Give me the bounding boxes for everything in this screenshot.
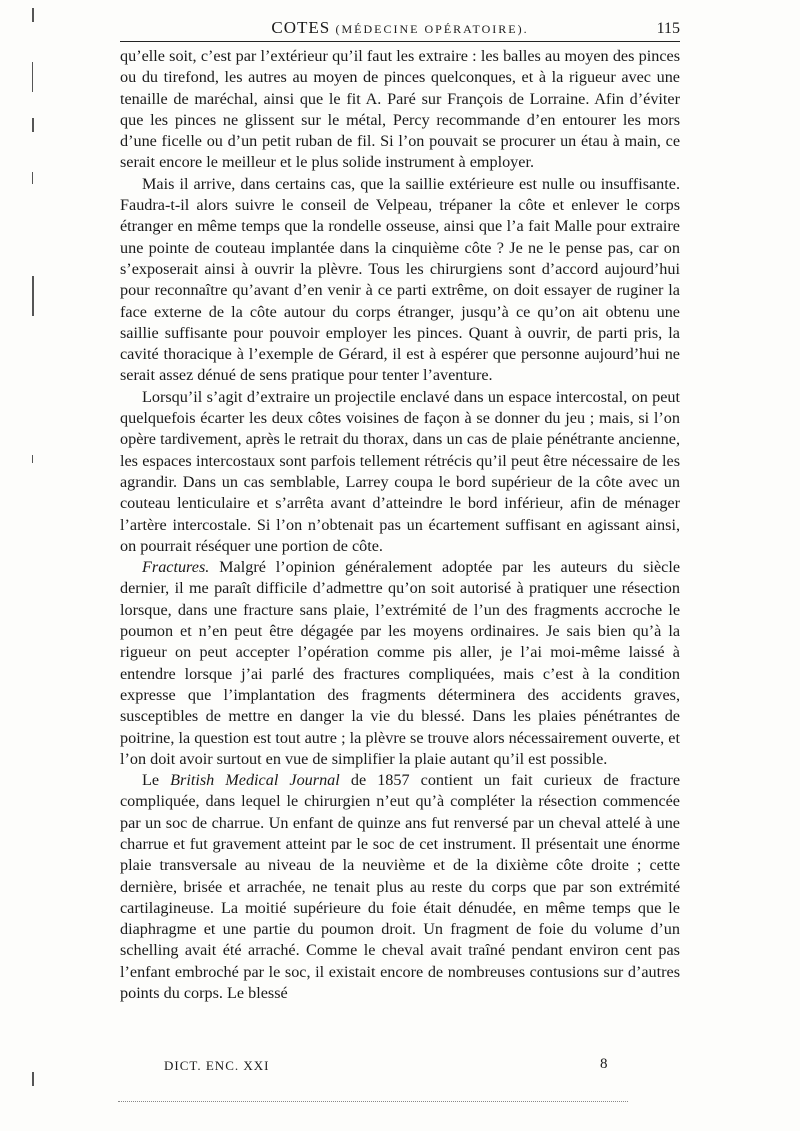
running-head [120, 18, 680, 38]
paragraph-british-journal [120, 770, 680, 1004]
journal-title: British Medical Journal [170, 771, 340, 790]
margin-mark [32, 172, 33, 184]
paragraph-fractures [120, 557, 680, 770]
margin-mark [32, 455, 33, 463]
paragraph-text: Mais il arrive, dans certains cas, que la saillie extérieure est nulle ou insuffisante. Faudra-t-il alors suivre le conseil de Velpeau, trépaner la côte et enlever le corps étranger en même temps que la rondelle osseuse, ainsi que l’a fait Malle pour extraire une pointe de couteau implantée dans la cinquième côte ? Je ne le pense pas, car on s’exposerait ainsi à ouvrir la plèvre. Tous les chirurgiens sont d’accord aujourd’hui pour reconnaître qu’avant d’en venir à ce parti extrême, on doit essayer de ruginer la face externe de la côte autour du corps étranger, jusqu’à ce qu’on ait obtenu une saillie suffisante pour pouvoir employer les pinces. Quant à ouvrir, de parti pris, la cavité thoracique à l’exemple de Gérard, il est à espérer que personne aujourd’hui ne serait assez dénué de sens pratique pour tenter l’aventure. [120, 174, 680, 385]
running-header [120, 18, 680, 42]
signature-number: 8 [600, 1056, 608, 1072]
page-number: 115 [656, 20, 680, 37]
paragraph-text: de 1857 contient un fait curieux de fracture compliquée, dans lequel le chirurgien n’eut qu’à compléter la résection commencée par un soc de charrue. Un enfant de quinze ans fut renversé par un cheval attelé à une charrue et fut gravement atteint par le soc de cet instrument. Il présentait une énorme plaie transversale au niveau de la neuvième et de la dixième côte droite ; cette dernière, brisée et arrachée, ne tenait plus au reste du corps que par son extrémité cartilagineuse. La moitié supérieure du foie était dénudée, en même temps que le diaphragme et une partie du poumon droit. Un fragment de foie du volume d’un schelling avait été arraché. Comme le cheval avait traîné pendant environ cent pas l’enfant embroché par le soc, il existait encore de nombreuses contusions sur d’autres points du corps. Le blessé [120, 771, 681, 1003]
section-heading: Fractures. [142, 558, 210, 577]
footer [120, 1056, 680, 1078]
running-head-subtitle: (MÉDECINE OPÉRATOIRE). [335, 22, 529, 36]
paragraph-text: Lorsqu’il s’agit d’extraire un projectile enclavé dans un espace intercostal, on peut quelquefois écarter les deux côtes voisines de façon à se donner du jeu ; mais, si l’on opère tardivement, après le retrait du thorax, dans un cas de plaie pénétrante ancienne, les espaces intercostaux sont parfois tellement rétrécis qu’il peut être nécessaire de les agrandir. Dans un cas semblable, Larrey coupa le bord supérieur de la côte avec un couteau lenticulaire et s’arrêta avant d’atteindre le bord inférieur, afin de ménager l’artère intercostale. Si l’on n’obtenait pas un écartement suffisant en agissant ainsi, on pourrait réséquer une portion de côte. [120, 387, 680, 555]
paragraph [120, 174, 680, 387]
paragraph-lead: Le [142, 771, 160, 790]
margin-mark [32, 8, 34, 22]
paragraph [120, 46, 680, 174]
paragraph-text: Malgré l’opinion généralement adoptée par les auteurs du siècle dernier, il me paraît difficile d’admettre qu’on soit autorisé à pratiquer une résection lorsque, dans une fracture sans plaie, l’extrémité de l’un des fragments accroche le poumon et n’en peut être dégagée par les moyens ordinaires. Je sais bien qu’à la rigueur on peut accepter l’opération comme pis aller, je l’ai moi-même laissé à entendre lorsque j’ai parlé des fractures compliquées, mais c’est à la condition expresse que l’implantation des fragments déterminera des accidents graves, susceptibles de mettre en danger la vie du blessé. Dans les plaies pénétrantes de poitrine, la question est tout autre ; la plèvre se trouve alors nécessairement ouverte, et l’on doit avoir surtout en vue de simplifier la plaie autant qu’il est possible. [120, 558, 681, 768]
header-rule [120, 41, 680, 42]
margin-marks [26, 0, 40, 1131]
margin-mark [32, 1072, 34, 1086]
running-head-title: COTES [271, 18, 331, 37]
margin-mark [32, 276, 34, 316]
margin-mark [32, 118, 34, 132]
printer-signature: DICT. ENC. XXI [164, 1058, 270, 1073]
body-text [120, 46, 680, 1004]
margin-mark [32, 62, 33, 92]
paragraph [120, 387, 680, 557]
paragraph-text: qu’elle soit, c’est par l’extérieur qu’il faut les extraire : les balles au moyen des pinces ou du tirefond, les autres au moyen de pinces quelconques, et à la rigueur avec une tenaille de maréchal, ainsi que le fit A. Paré sur François de Lorraine. Afin d’éviter que les pinces ne glissent sur le métal, Percy recommande d’en entourer les mors d’une ficelle ou d’un petit ruban de fil. Si l’on pouvait se procurer un étau à main, ce serait encore le meilleur et le plus solide instrument à employer. [120, 47, 680, 172]
bottom-dotted-line [118, 1101, 628, 1102]
